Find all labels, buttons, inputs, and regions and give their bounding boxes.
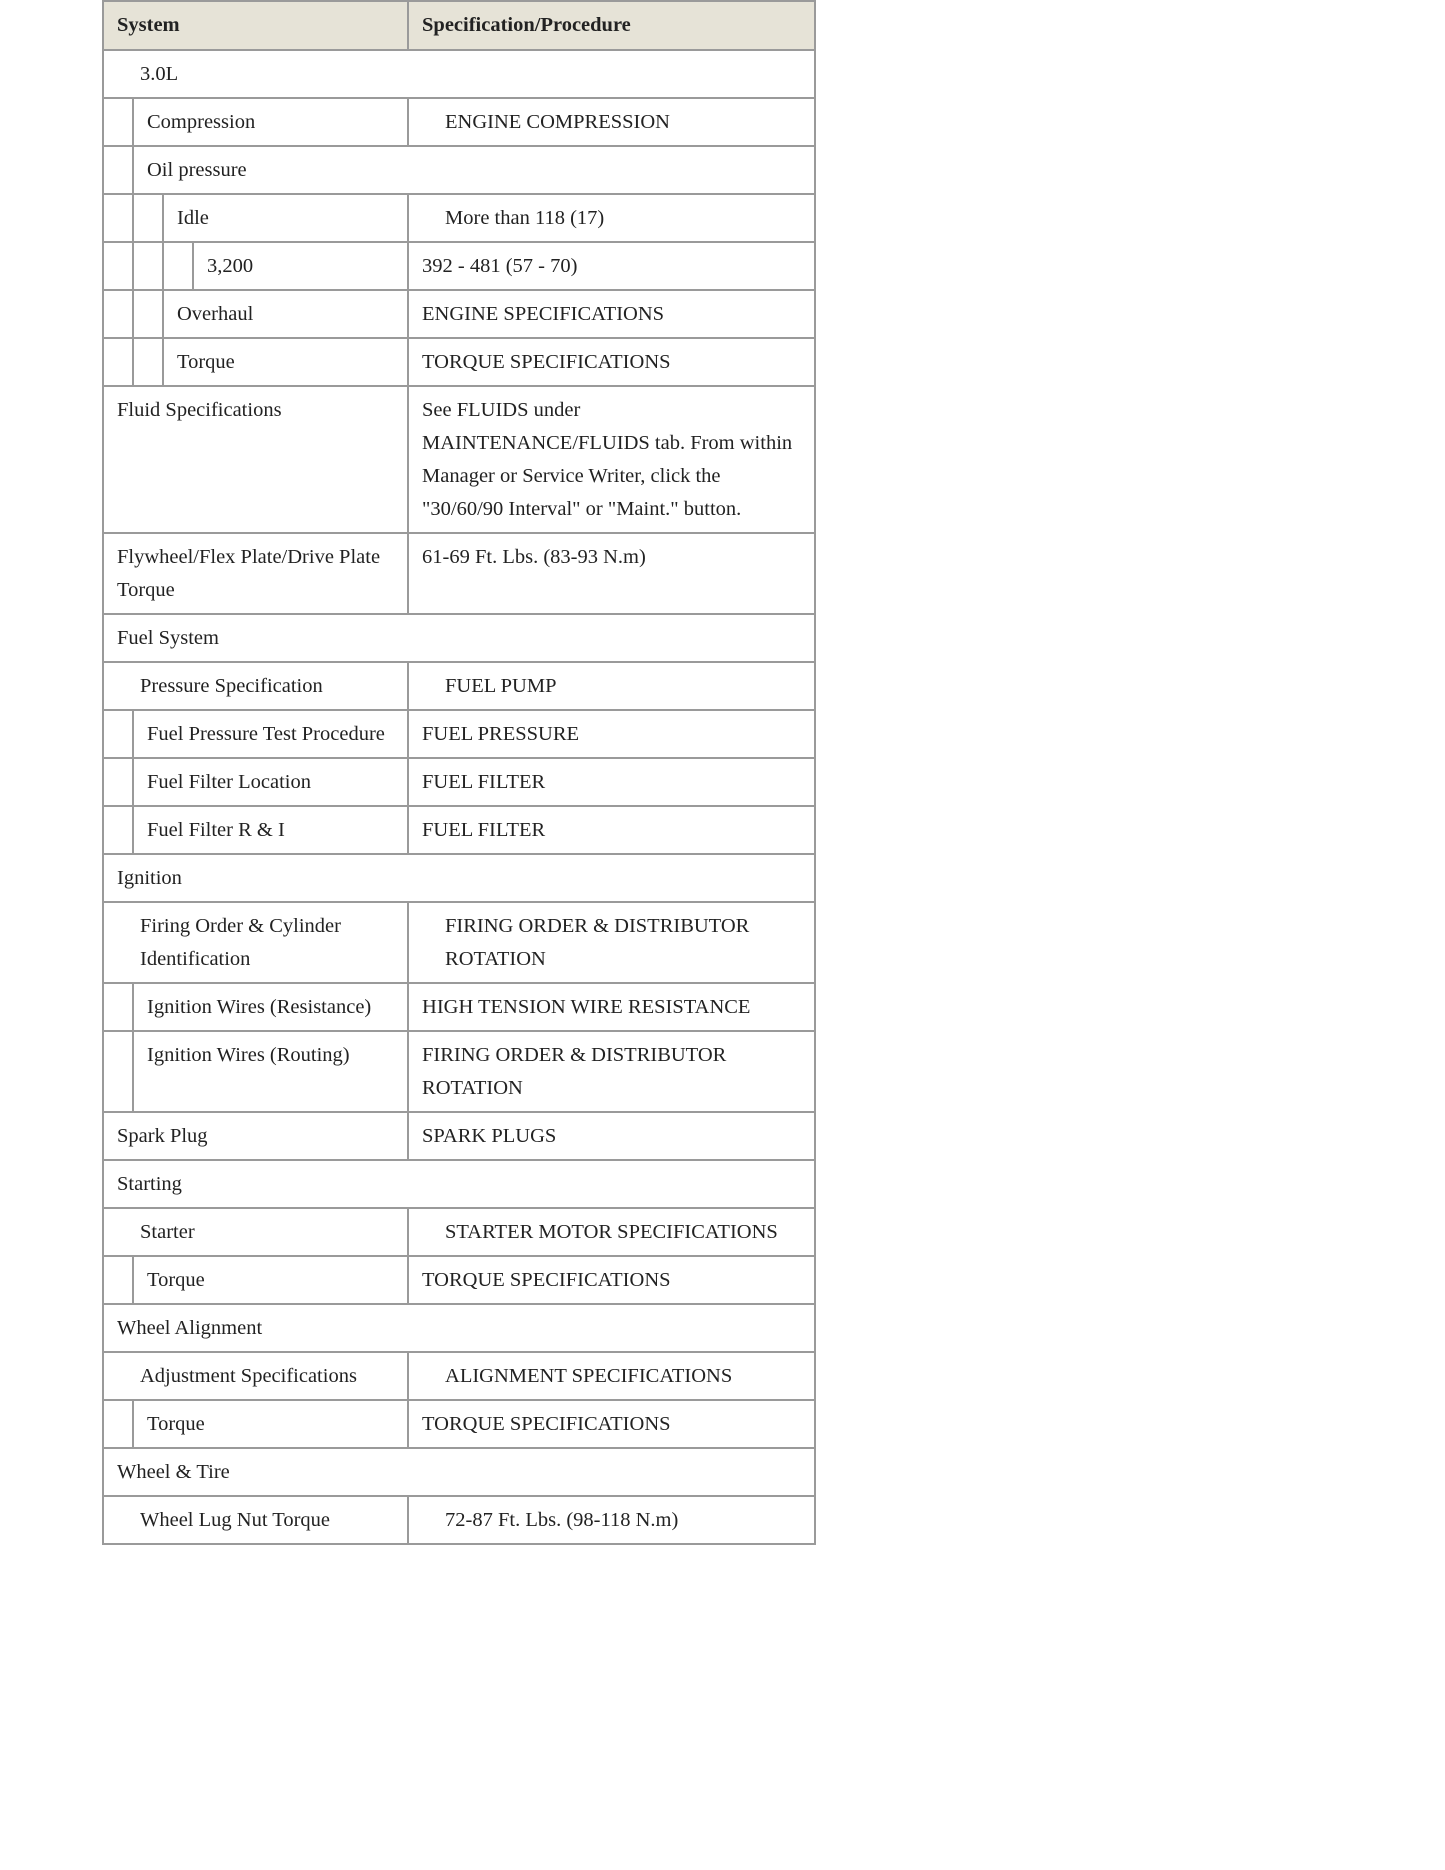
spec-cell: FIRING ORDER & DISTRIBUTOR ROTATION — [408, 1031, 815, 1112]
spec-cell: More than 118 (17) — [408, 194, 815, 242]
indent-cell — [163, 242, 193, 290]
spec-cell: TORQUE SPECIFICATIONS — [408, 1256, 815, 1304]
indent-cell — [133, 242, 163, 290]
spec-cell: FUEL PUMP — [408, 662, 815, 710]
spec-cell: FUEL PRESSURE — [408, 710, 815, 758]
indent-cell — [133, 338, 163, 386]
spec-cell: TORQUE SPECIFICATIONS — [408, 338, 815, 386]
system-cell: Adjustment Specifications — [103, 1352, 408, 1400]
indent-cell — [103, 983, 133, 1031]
system-cell: Fuel Filter R & I — [133, 806, 408, 854]
table-row — [103, 1112, 815, 1160]
system-cell: 3.0L — [103, 50, 815, 98]
indent-cell — [133, 290, 163, 338]
table-row — [103, 194, 815, 242]
table-row — [103, 662, 815, 710]
system-cell: Torque — [133, 1256, 408, 1304]
table-row — [103, 386, 815, 533]
spec-column-header: Specification/Procedure — [408, 1, 815, 50]
system-cell: Overhaul — [163, 290, 408, 338]
table-row — [103, 1256, 815, 1304]
table-row — [103, 98, 815, 146]
table-row — [103, 1448, 815, 1496]
table-row — [103, 290, 815, 338]
system-cell: Compression — [133, 98, 408, 146]
table-row — [103, 854, 815, 902]
table-row — [103, 1160, 815, 1208]
table-row — [103, 902, 815, 983]
spec-cell: FUEL FILTER — [408, 806, 815, 854]
system-cell: Wheel Lug Nut Torque — [103, 1496, 408, 1544]
system-cell: Idle — [163, 194, 408, 242]
table-row — [103, 533, 815, 614]
system-cell: Fluid Specifications — [103, 386, 408, 533]
system-cell: Fuel System — [103, 614, 815, 662]
system-cell: Pressure Specification — [103, 662, 408, 710]
system-cell: Torque — [133, 1400, 408, 1448]
spec-cell: FIRING ORDER & DISTRIBUTOR ROTATION — [408, 902, 815, 983]
spec-cell: ENGINE COMPRESSION — [408, 98, 815, 146]
spec-cell: FUEL FILTER — [408, 758, 815, 806]
spec-cell: SPARK PLUGS — [408, 1112, 815, 1160]
spec-cell: TORQUE SPECIFICATIONS — [408, 1400, 815, 1448]
system-cell: Ignition Wires (Resistance) — [133, 983, 408, 1031]
table-row — [103, 242, 815, 290]
system-cell: Wheel & Tire — [103, 1448, 815, 1496]
indent-cell — [103, 710, 133, 758]
table-row — [103, 1208, 815, 1256]
spec-cell: ALIGNMENT SPECIFICATIONS — [408, 1352, 815, 1400]
indent-cell — [103, 146, 133, 194]
system-column-header: System — [103, 1, 408, 50]
system-cell: Fuel Pressure Test Procedure — [133, 710, 408, 758]
indent-cell — [103, 1031, 133, 1112]
system-cell: Starter — [103, 1208, 408, 1256]
indent-cell — [103, 758, 133, 806]
indent-cell — [103, 806, 133, 854]
system-cell: 3,200 — [193, 242, 408, 290]
table-row — [103, 1352, 815, 1400]
system-cell: Fuel Filter Location — [133, 758, 408, 806]
system-cell: Torque — [163, 338, 408, 386]
table-row — [103, 983, 815, 1031]
indent-cell — [103, 1400, 133, 1448]
spec-cell: STARTER MOTOR SPECIFICATIONS — [408, 1208, 815, 1256]
table-row — [103, 338, 815, 386]
spec-cell: See FLUIDS under MAINTENANCE/FLUIDS tab. From within Manager or Service Writer, click the "30/60/90 Interval" or "Maint." button. — [408, 386, 815, 533]
indent-cell — [103, 242, 133, 290]
table-row — [103, 758, 815, 806]
indent-cell — [133, 194, 163, 242]
table-row — [103, 146, 815, 194]
table-row — [103, 806, 815, 854]
spec-cell: HIGH TENSION WIRE RESISTANCE — [408, 983, 815, 1031]
system-cell: Oil pressure — [133, 146, 815, 194]
spec-cell: 392 - 481 (57 - 70) — [408, 242, 815, 290]
indent-cell — [103, 1256, 133, 1304]
system-cell: Wheel Alignment — [103, 1304, 815, 1352]
table-row — [103, 710, 815, 758]
spec-cell: ENGINE SPECIFICATIONS — [408, 290, 815, 338]
indent-cell — [103, 338, 133, 386]
table-header-row — [103, 1, 815, 50]
indent-cell — [103, 98, 133, 146]
spec-cell: 72-87 Ft. Lbs. (98-118 N.m) — [408, 1496, 815, 1544]
system-cell: Spark Plug — [103, 1112, 408, 1160]
system-cell: Firing Order & Cylinder Identification — [103, 902, 408, 983]
table-row — [103, 614, 815, 662]
specification-table — [102, 0, 816, 1545]
indent-cell — [103, 290, 133, 338]
indent-cell — [103, 194, 133, 242]
system-cell: Flywheel/Flex Plate/Drive Plate Torque — [103, 533, 408, 614]
table-row — [103, 1304, 815, 1352]
table-body — [103, 50, 815, 1544]
system-cell: Starting — [103, 1160, 815, 1208]
system-cell: Ignition — [103, 854, 815, 902]
table-row — [103, 50, 815, 98]
system-cell: Ignition Wires (Routing) — [133, 1031, 408, 1112]
table-row — [103, 1031, 815, 1112]
table-row — [103, 1400, 815, 1448]
table-row — [103, 1496, 815, 1544]
spec-cell: 61-69 Ft. Lbs. (83-93 N.m) — [408, 533, 815, 614]
